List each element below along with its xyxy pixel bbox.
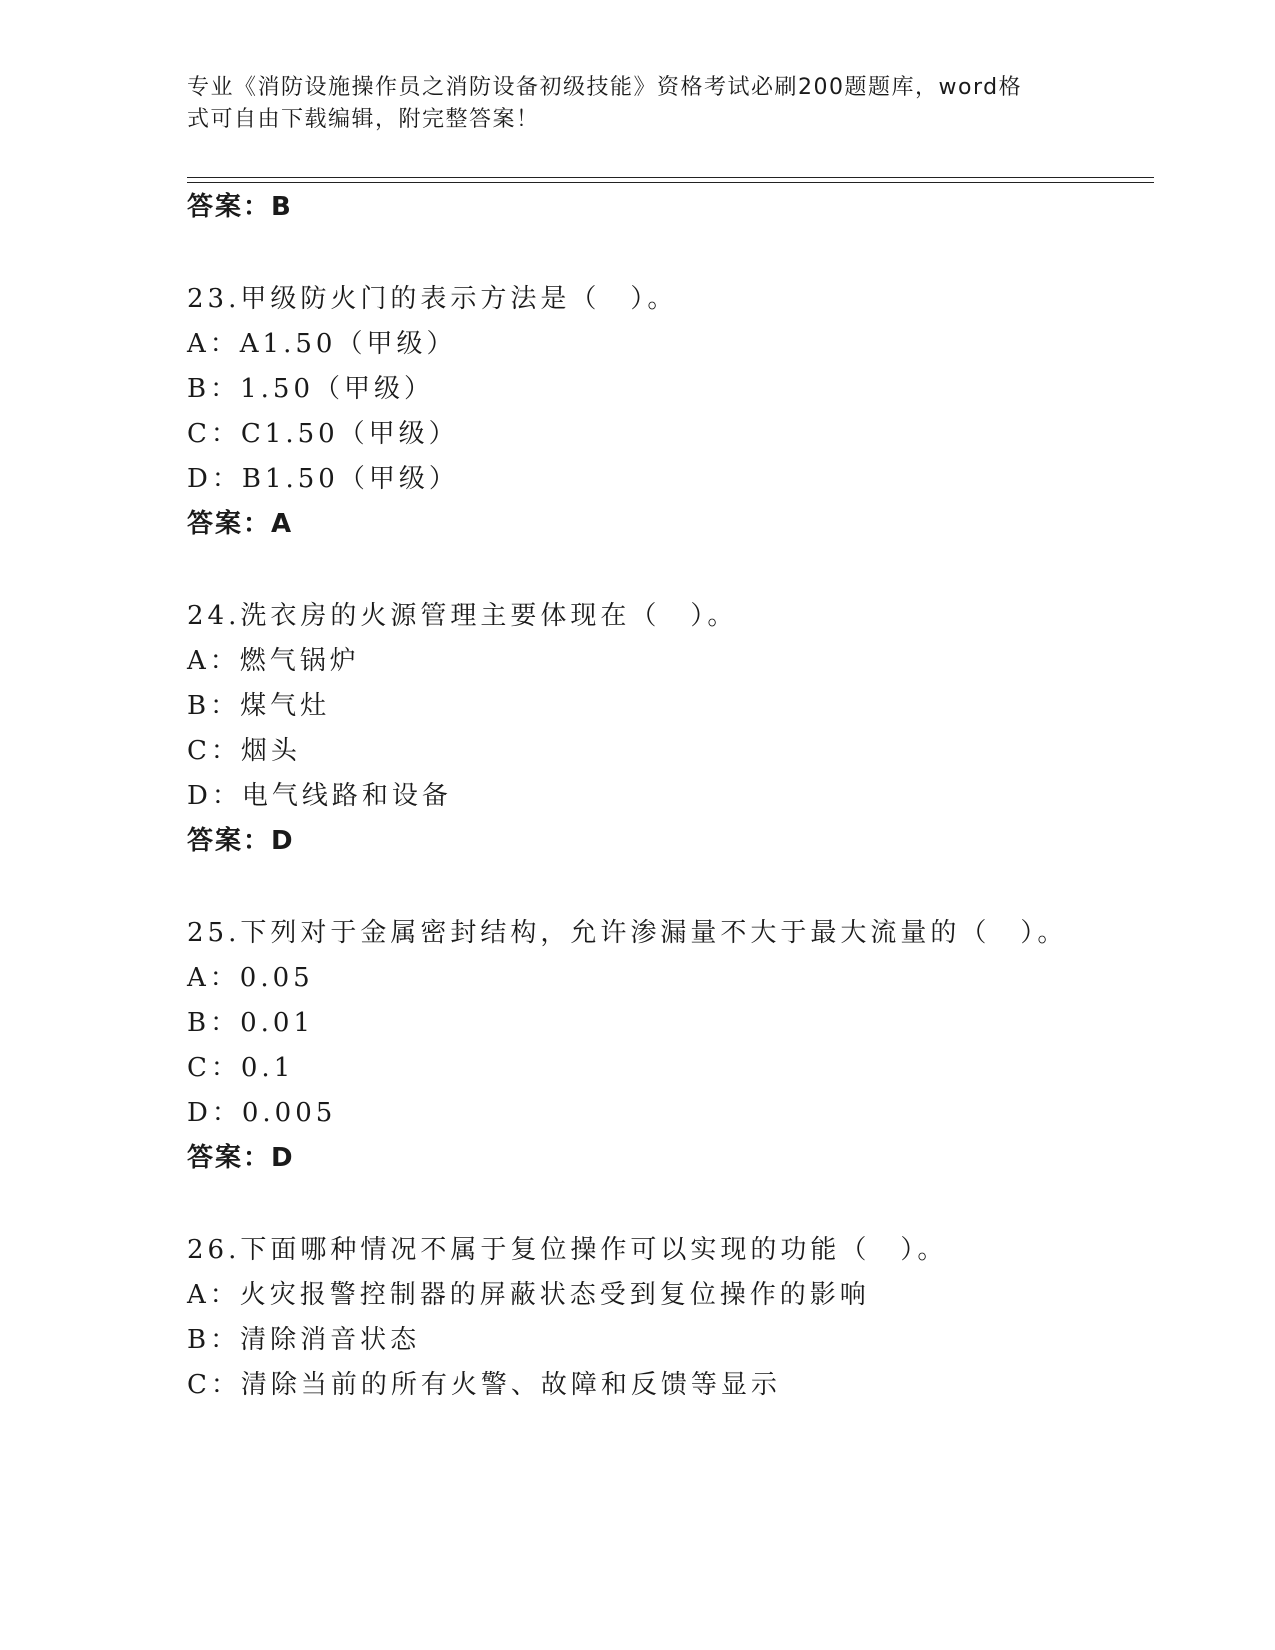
answer: 答案：A <box>187 509 294 539</box>
question-26 <box>187 1228 1147 1408</box>
option-b: B：煤气灶 <box>187 691 331 721</box>
option-d: D：B1.50（甲级） <box>187 464 459 494</box>
question-23 <box>187 277 1147 547</box>
option-b: B：0.01 <box>187 1008 314 1038</box>
question-stem: 23.甲级防火门的表示方法是（ ）。 <box>187 284 678 314</box>
option-d: D：电气线路和设备 <box>187 781 452 811</box>
option-c: C：C1.50（甲级） <box>187 419 459 449</box>
header-line-2: 式可自由下载编辑，附完整答案！ <box>187 107 540 132</box>
answer: 答案：D <box>187 1143 295 1173</box>
question-25 <box>187 911 1147 1181</box>
option-c: C：烟头 <box>187 736 301 766</box>
option-a: A：火灾报警控制器的屏蔽状态受到复位操作的影响 <box>187 1280 870 1310</box>
previous-answer: 答案：B <box>187 192 293 222</box>
document-header <box>187 72 1067 136</box>
option-a: A：燃气锅炉 <box>187 646 360 676</box>
question-stem: 25.下列对于金属密封结构，允许渗漏量不大于最大流量的（ ）。 <box>187 918 1068 948</box>
question-stem: 26.下面哪种情况不属于复位操作可以实现的功能（ ）。 <box>187 1235 948 1265</box>
question-stem: 24.洗衣房的火源管理主要体现在（ ）。 <box>187 601 738 631</box>
option-c: C：清除当前的所有火警、故障和反馈等显示 <box>187 1370 781 1400</box>
header-line-1: 专业《消防设施操作员之消防设备初级技能》资格考试必刷200题题库，word格 <box>187 75 1023 100</box>
question-list <box>187 185 1147 1408</box>
answer: 答案：D <box>187 826 295 856</box>
option-b: B：清除消音状态 <box>187 1325 421 1355</box>
header-divider <box>187 177 1154 183</box>
option-c: C：0.1 <box>187 1053 295 1083</box>
option-b: B：1.50（甲级） <box>187 374 434 404</box>
option-d: D：0.005 <box>187 1098 337 1128</box>
option-a: A：0.05 <box>187 963 314 993</box>
question-24 <box>187 594 1147 864</box>
option-a: A：A1.50（甲级） <box>187 329 457 359</box>
